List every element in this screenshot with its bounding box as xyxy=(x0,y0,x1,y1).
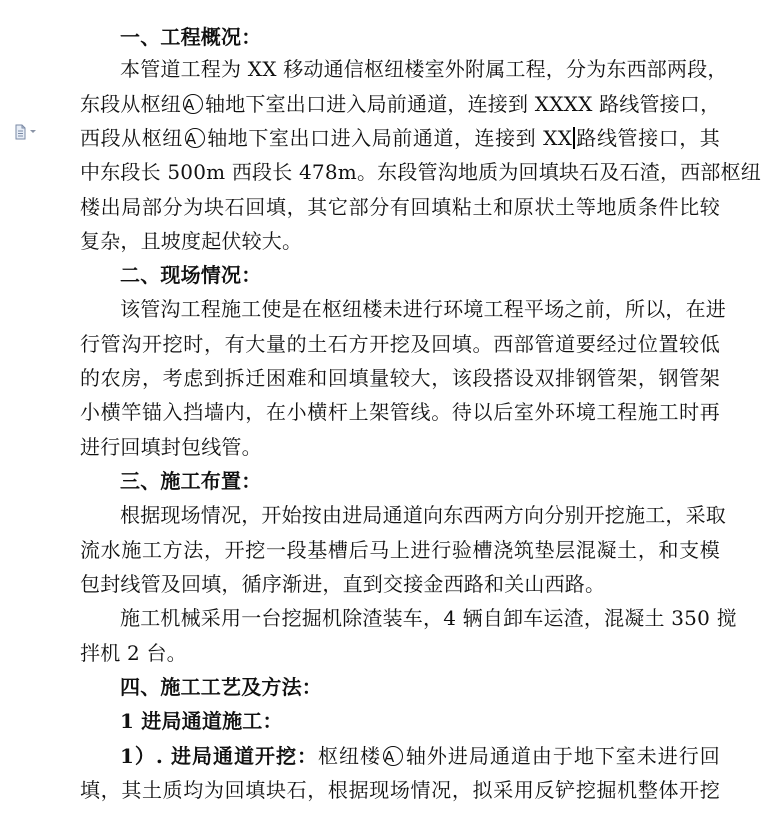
paragraph-line: 复杂，且坡度起伏较大。 xyxy=(80,229,303,253)
paragraph-line: 小横竿锚入挡墙内，在小横杆上架管线。待以后室外环境工程施工时再 xyxy=(80,400,720,424)
text-span: 枢纽楼 xyxy=(318,744,382,768)
paragraph-line xyxy=(80,121,720,155)
text-span: 轴地下室出口进入局前通道，连接到 XXXX 路线管接口， xyxy=(205,92,721,116)
paragraph-line: 楼出局部分为块石回填，其它部分有回填粘土和原状土等地质条件比较 xyxy=(80,195,720,219)
text-span: 西段从枢纽 xyxy=(80,126,183,150)
item-label: 1）. 进局通道开挖： xyxy=(120,744,319,768)
paragraph-line: 该管沟工程施工使是在枢纽楼未进行环境工程平场之前，所以，在进 xyxy=(120,297,726,321)
document-icon[interactable] xyxy=(14,124,40,140)
text-span: 轴外进局通道由于地下室未进行回 xyxy=(405,744,721,768)
paragraph-line: 包封线管及回填，循序渐进，直到交接金西路和关山西路。 xyxy=(80,572,606,596)
axis-label-circle: A xyxy=(183,94,203,114)
text-span: 轴地下室出口进入局前通道，连接到 XX xyxy=(206,126,573,150)
axis-label-circle: A xyxy=(383,746,403,766)
paragraph-line: 根据现场情况，开始按由进局通道向东西两方向分别开挖施工，采取 xyxy=(120,503,726,527)
paragraph-line xyxy=(80,87,720,121)
paragraph-line: 流水施工方法，开挖一段基槽后马上进行验槽浇筑垫层混凝土，和支模 xyxy=(80,538,720,562)
subsection-heading: 1 进局通道施工： xyxy=(120,709,283,733)
paragraph-line: 填，其土质均为回填块石，根据现场情况，拟采用反铲挖掘机整体开挖 xyxy=(80,778,720,802)
paragraph-line: 本管道工程为 XX 移动通信枢纽楼室外附属工程，分为东西部两段， xyxy=(120,57,728,81)
section-heading-site: 二、现场情况： xyxy=(120,263,262,287)
paragraph-line: 拌机 2 台。 xyxy=(80,641,187,665)
section-heading-methods: 四、施工工艺及方法： xyxy=(120,675,322,699)
section-heading-layout: 三、施工布置： xyxy=(120,469,262,493)
paragraph-line: 的农房，考虑到拆迁困难和回填量较大，该段搭设双排钢管架，钢管架 xyxy=(80,366,720,390)
text-cursor xyxy=(573,127,575,149)
text-span: 路线管接口，其 xyxy=(576,126,721,150)
text-span: 东段从枢纽 xyxy=(80,92,181,116)
paragraph-line: 行管沟开挖时，有大量的土石方开挖及回填。西部管道要经过位置较低 xyxy=(80,332,720,356)
paragraph-line: 中东段长 500m 西段长 478m。东段管沟地质为回填块石及石渣，西部枢纽 xyxy=(80,160,761,184)
section-heading-overview: 一、工程概况： xyxy=(120,25,262,49)
paragraph-line xyxy=(120,739,720,773)
paragraph-line: 进行回填封包线管。 xyxy=(80,435,262,459)
axis-label-circle: A xyxy=(185,128,205,148)
paragraph-line: 施工机械采用一台挖掘机除渣装车，4 辆自卸车运渣，混凝土 350 搅 xyxy=(120,606,737,630)
